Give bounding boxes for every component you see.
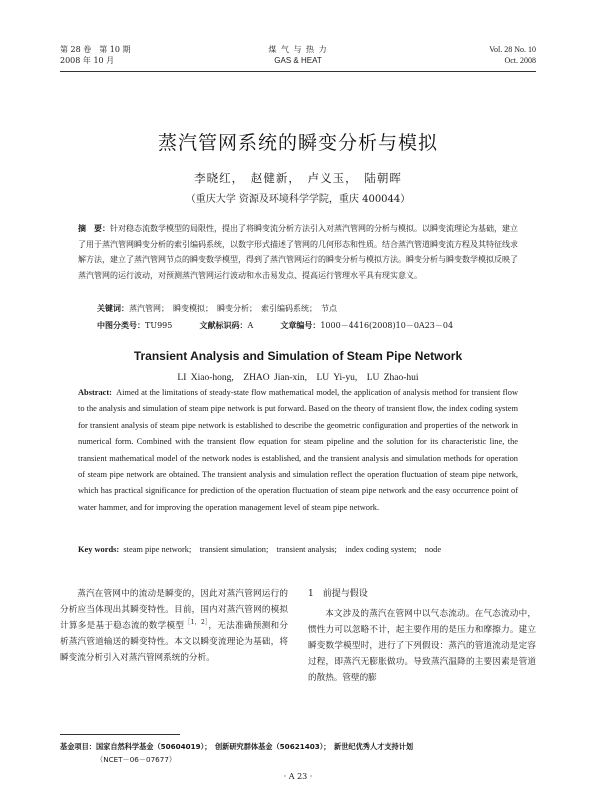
keywords-en-text: steam pipe network; transient simulation; transient analysis; index coding system; node [123,545,442,554]
keywords-cn [97,302,337,315]
header-divider [60,71,536,72]
clc-label: 中图分类号： [97,320,145,330]
publication-date-cn: 2008 年 10 月 [60,56,115,65]
journal-name-en: GAS & HEAT [274,56,322,65]
abstract-cn-label: 摘 要： [78,223,110,233]
intro-text-2: ，无法准确预测和分析蒸汽管道输送的瞬变特性。本文以瞬变流理论为基础，将瞬变流分析引入对蒸汽管网系统的分析。 [60,621,288,663]
paper-title-cn: 蒸汽管网系统的瞬变分析与模拟 [157,132,438,154]
publication-date-en: Oct. 2008 [504,56,536,65]
body-column-left [60,586,288,666]
intro-text-1: 蒸汽在管网中的流动是瞬变的，因此对蒸汽管网运行的分析应当体现出其瞬变特性。目前，国内对蒸汽管网的模拟计算多是基于稳态流的数学模型 [60,589,288,631]
affiliation-cn: （重庆大学 资源及环境科学学院，重庆 400044） [185,194,411,205]
authors-cn: 李晓红， 赵健新， 卢义玉， 陆朝晖 [194,171,402,185]
authors-en: LI Xiao-hong, ZHAO Jian-xin, LU Yi-yu, LU Zhao-hui [177,373,419,383]
funding-line-2: （NCET－06－07677） [96,755,177,764]
volume-issue: 第 28 卷 第 10 期 [60,45,131,54]
clc-value: TU995 [145,321,173,330]
funding-footnote [60,740,536,766]
abstract-en-label: Abstract: [78,388,112,397]
funding-line-1: 基金项目：国家自然科学基金（50604019）； 创新研究群体基金（50621403）； 新世纪优秀人才支持计划 [60,742,414,751]
intro-paragraph [60,586,288,666]
keywords-cn-label: 关键词： [97,303,129,313]
footnote-divider [60,734,180,735]
keywords-cn-text: 蒸汽管网； 瞬变模拟； 瞬变分析； 索引编码系统； 节点 [129,304,337,313]
volume-issue-en: Vol. 28 No. 10 [489,45,536,54]
abstract-en [78,385,518,516]
abstract-en-text: Aimed at the limitations of steady-state flow mathematical model, the application of analysis method for transient flow to the analysis and simulation of steam pipe network is put forward. Based on the theory of transient flow, the index coding system for transient analysis of steam pipe network is established to describe the geometric configuration and properties of the network in numerical form. Combined with the transient flow equation for steam pipeline and the solution for its characteristic line, the transient mathematical model of the network nodes is established, and the transient analysis and simulation methods for operation of steam pipe network are obtained. The transient analysis and simulation reflect the operation fluctuation of steam pipe network, which has practical significance for prediction of the operation fluctuation of steam pipe network and the easy occurrence point of water hammer, and for improving the operation management level of steam pipe network. [78,388,518,512]
body-column-right [308,586,536,686]
journal-name-cn: 煤 气 与 热 力 [268,45,328,54]
doc-code-value: A [247,321,254,330]
keywords-en-label: Key words: [78,545,120,554]
paper-title-en: Transient Analysis and Simulation of Steam Pipe Network [133,349,463,363]
journal-volume-info-en [489,44,536,66]
section-paragraph: 本文涉及的蒸汽在管网中以气态流动。在气态流动中，惯性力可以忽略不计，起主要作用的是压力和摩擦力。建立瞬变数学模型时，进行了下列假设：蒸汽的管道流动是定容过程，即蒸汽无膨胀做功。导致蒸汽温降的主要因素是管道的散热。管壁的膨 [308,609,536,683]
citation-ref: ［1，2］ [184,619,209,627]
article-no-value: 1000－4416(2008)10－0A23－04 [320,321,454,330]
article-no-label: 文章编号： [280,320,321,330]
keywords-en [78,543,518,558]
section-heading: 1 前提与假设 [308,589,368,599]
classification-line [97,319,453,332]
page-number: · A 23 · [283,772,313,781]
journal-name [248,44,348,66]
abstract-cn [78,221,518,283]
abstract-cn-text: 针对稳态流数学模型的局限性，提出了将瞬变流分析方法引入对蒸汽管网的分析与模拟。以瞬变流理论为基础，建立了用于蒸汽管网瞬变分析的索引编码系统，以数字形式描述了管网的几何形态和性质。结合蒸汽管道瞬变流方程及其特征线求解方法，建立了蒸汽管网节点的瞬变数学模型，得到了蒸汽管网运行的瞬变分析与模拟方法。瞬变分析与瞬变数学模拟反映了蒸汽管网的运行波动，对预测蒸汽管网运行波动和水击易发点、提高运行管理水平具有现实意义。 [78,224,518,280]
doc-code-label: 文献标识码： [199,320,248,330]
journal-volume-info [60,44,131,66]
